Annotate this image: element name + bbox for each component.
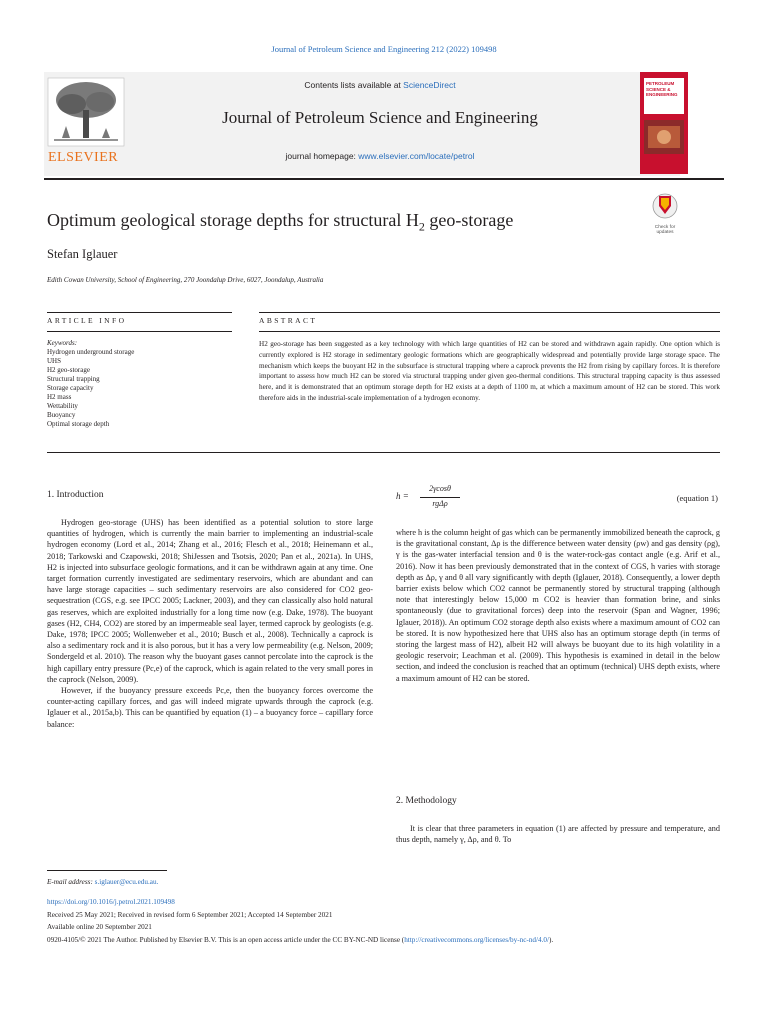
contents-prefix: Contents lists available at	[304, 80, 404, 90]
license-statement	[47, 935, 719, 946]
keywords-label: Keywords:	[47, 339, 78, 347]
elsevier-logo[interactable]	[44, 74, 130, 170]
author-name[interactable]: Stefan Iglauer	[47, 247, 118, 261]
intro-paragraph-1: Hydrogen geo-storage (UHS) has been identified as a potential solution to store large quantities of hydrogen, which is currently the main barrier to implementing an industrial-scale hydrogen economy (Lord et al., 2014; Zhang et al., 2016; Flesch et al., 2018; Heinemann et al., 2018; Tarkowski and Czapowski, 2018; ShiJessen and Tsotsis, 2020; Pan et al., 2021a). In UHS, H2 is injected into subsurface geologic formations, and it can be withdrawn again at any time. One target formation currently investigated are sedimentary reservoirs, which are abundant and can have large storage capacities – such sedimentary reservoirs are also considered for CO2 geo-sequestration (CGS, e.g. see IPCC 2005; Lackner, 2003), and they can classically also hold natural gas reserves, which are exploited industrially for a long time now (e.g. Dake, 1978). The buoyant gases (H2, CH4, CO2) are stored by an impermeable seal layer, termed caprock by geologists (e.g. Dake, 1978; IPCC 2005; Wollenweber et al., 2010; Busch et al., 2008). Technically a caprock is also a sedimentary rock and it is also porous, but it has a very low permeability (e.g. Nelson, 2009; Sondergeld et al. 2010). The reason why the buoyant gases cannot percolate into the caprock is the high capillary entry pressure (Pc,e) of the caprock, which is again related to the very small pores in the caprock (Nelson, 2009).	[47, 518, 373, 684]
keywords-block	[47, 339, 222, 429]
keyword-item: Wettability	[47, 402, 78, 410]
right-paragraph-1: where h is the column height of gas which can be permanently immobilized beneath the caprock, g is the gravitational constant, Δρ is the difference between water density (ρw) and gas density (ρg), γ is the gas-water interfacial tension and θ is the water-rock-gas contact angle (e.g. Arif et al., 2016). Now it has been previously demonstrated that in the context of CGS, h varies with storage depth as Δρ, γ and θ all vary significantly with depth (Iglauer, 2018). Consequently, a lower depth barrier exists below which CO2 cannot be permanently stored by structural trapping (although note that interestingly below 15,000 m CO2 is heavier than formation brine, and sinks spontaneously (due to gravitational forces) deep into the reservoir (Span and Wagner, 1996; Iglauer, 2018)). An optimum CO2 storage depth also exists where a maximum amount of CO2 can be stored. It is now hypothesized here that UHS also has an optimum storage depth (in terms of storing the largest mass of H2), albeit H2 will always be buoyant due to its high volatility in a geologic reservoir; Leachman et al. (2009). This hypothesis is examined in detail in the below section, and indeed the conclusion is reached that an optimum (technical) UHS depth exists, where a maximum amount of H2 can be stored.	[396, 528, 720, 683]
article-info-heading: ARTICLE INFO	[47, 316, 127, 325]
abstract-rule-bottom	[259, 331, 720, 332]
homepage-link[interactable]: www.elsevier.com/locate/petrol	[358, 151, 475, 161]
check-updates-label: Check for updates	[654, 225, 676, 236]
methodology-heading: 2. Methodology	[396, 796, 457, 806]
doi-link[interactable]: https://doi.org/10.1016/j.petrol.2021.109498	[47, 898, 175, 906]
footnote-rule	[47, 870, 167, 871]
elsevier-wordmark: ELSEVIER	[48, 150, 119, 165]
sciencedirect-link[interactable]: ScienceDirect	[403, 80, 456, 90]
contents-line	[160, 80, 600, 90]
author-email-link[interactable]: s.iglauer@ecu.edu.au.	[94, 878, 159, 886]
keyword-item: Buoyancy	[47, 411, 76, 419]
left-column	[47, 517, 373, 730]
email-line	[47, 877, 158, 888]
article-info-rule-top	[47, 312, 232, 313]
homepage-prefix: journal homepage:	[285, 151, 359, 161]
email-label: E-mail address:	[47, 878, 95, 886]
journal-cover-thumbnail[interactable]	[640, 72, 688, 174]
check-updates-icon	[648, 192, 682, 220]
equation-label: (equation 1)	[676, 493, 718, 503]
license-link[interactable]: http://creativecommons.org/licenses/by-nc-nd/4.0/	[404, 936, 549, 944]
received-dates: Received 25 May 2021; Received in revised form 6 September 2021; Accepted 14 September 2021	[47, 911, 333, 919]
right-column	[396, 527, 720, 684]
equation-numerator: 2γcosθ	[429, 484, 451, 493]
intro-paragraph-2: However, if the buoyancy pressure exceeds Pc,e, then the buoyancy forces overcome the counter-acting capillary forces, and gas will indeed migrate upwards through the caprock (e.g. Iglauer et al., 2015a,b). This can be quantified by equation (1) – a buoyancy force – capillary force balance:	[47, 686, 373, 729]
equation-1	[396, 484, 720, 516]
fraction-bar	[420, 497, 460, 498]
author-affiliation: Edith Cowan University, School of Engineering, 270 Joondalup Drive, 6027, Joondalup, Australia	[47, 276, 324, 284]
license-prefix: 0920-4105/© 2021 The Author. Published by Elsevier B.V. This is an open access article under the CC BY-NC-ND license (	[47, 936, 405, 944]
homepage-line	[160, 151, 600, 161]
abstract-rule-top	[259, 312, 720, 313]
title-suffix: geo-storage	[424, 210, 514, 230]
equation-denominator: rgΔρ	[432, 499, 448, 508]
keyword-item: Structural trapping	[47, 375, 100, 383]
equation-lhs: h =	[396, 491, 409, 501]
abstract-text: H2 geo-storage has been suggested as a key technology with which large quantities of H2 can be stored and withdrawn again rapidly. One option which is currently explored is H2 storage in sedimentary geologic formations which are geographically widespread and potentially provide large storage space. The mechanism which keeps the buoyant H2 in the subsurface is structural trapping where a caprock prevents the H2 from rising by capillary forces. It is therefore important to assess how much H2 can be stored via structural trapping under given geo-thermal conditions. This structural trapping capacity is thus assessed here, and it is demonstrated that an optimum storage depth for H2 exists at a depth of 1100 m, at which a maximum amount of H2 can be stored. This work therefore aids in the industrial-scale implementation of a hydrogen economy.	[259, 340, 720, 402]
methodology-column	[396, 823, 720, 845]
license-suffix: ).	[549, 936, 554, 944]
methodology-paragraph: It is clear that three parameters in equation (1) are affected by pressure and temperature, and thus depth, namely γ, Δρ, and θ. To	[396, 824, 720, 845]
keyword-item: UHS	[47, 357, 62, 365]
available-online: Available online 20 September 2021	[47, 923, 152, 931]
journal-citation[interactable]: Journal of Petroleum Science and Engineering 212 (2022) 109498	[271, 44, 497, 54]
title-subscript: 2	[418, 219, 425, 234]
abstract-end-rule	[47, 452, 720, 453]
keyword-item: Storage capacity	[47, 384, 94, 392]
keyword-item: Optimal storage depth	[47, 420, 110, 428]
article-title	[47, 210, 513, 235]
keyword-item: H2 geo-storage	[47, 366, 90, 374]
masthead-rule	[44, 178, 724, 180]
journal-title: Journal of Petroleum Science and Engineering	[222, 108, 538, 127]
introduction-heading: 1. Introduction	[47, 490, 104, 500]
keyword-item: Hydrogen underground storage	[47, 348, 135, 356]
check-for-updates-button[interactable]	[648, 192, 682, 236]
keyword-item: H2 mass	[47, 393, 72, 401]
title-text: Optimum geological storage depths for structural H	[47, 210, 419, 230]
cover-title: PETROLEUM SCIENCE & ENGINEERING	[646, 81, 678, 97]
article-info-rule-bottom	[47, 331, 232, 332]
abstract-heading: ABSTRACT	[259, 316, 318, 325]
